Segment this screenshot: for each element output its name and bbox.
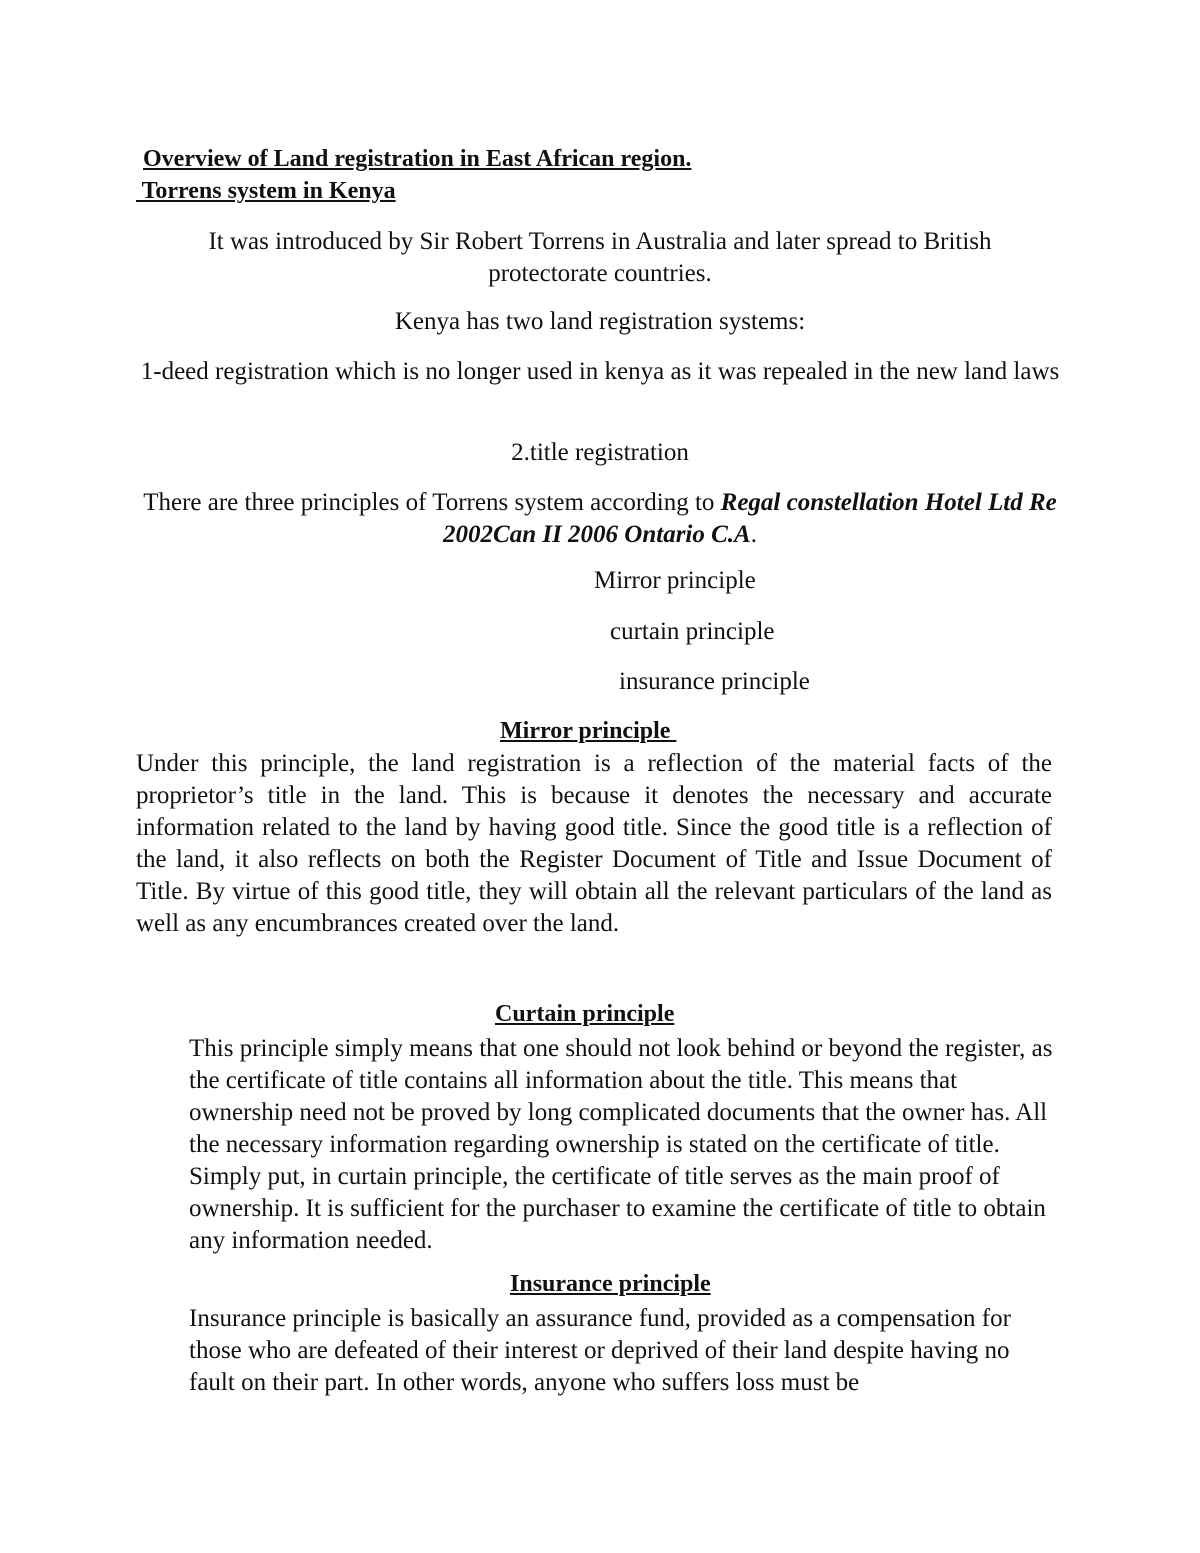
intro-paragraph: It was introduced by Sir Robert Torrens in Australia and later spread to British protectorate countries. <box>208 228 992 287</box>
principles-intro <box>125 487 1075 551</box>
document-subtitle: Torrens system in Kenya <box>136 178 396 204</box>
system-deed-registration: 1-deed registration which is no longer used in kenya as it was repealed in the new land laws <box>140 358 1060 385</box>
insurance-principle-body: Insurance principle is basically an assurance fund, provided as a compensation for those who are defeated of their interest or deprived of their land despite having no fault on their part. In other words, anyone who suffers loss must be <box>189 1305 1011 1396</box>
case-end: . <box>750 521 757 548</box>
principle-list-item: insurance principle <box>619 668 810 695</box>
case-citation: Regal constellation Hotel Ltd Re 2002Can II 2006 Ontario C.A <box>443 489 1057 548</box>
mirror-principle-body: Under this principle, the land registration is a reflection of the material facts of the proprietor’s title in the land. This is because it denotes the necessary and accurate information related to the land by having good title. Since the good title is a reflection of the land, it also reflects on both the Register Document of Title and Issue Document of Title. By virtue of this good title, they will obtain all the relevant particulars of the land as well as any encumbrances created over the land. <box>136 750 1052 937</box>
systems-intro: Kenya has two land registration systems: <box>394 308 806 335</box>
principle-list-item: Mirror principle <box>594 567 756 594</box>
document-title: Overview of Land registration in East African region. <box>143 146 692 172</box>
curtain-principle-body: This principle simply means that one should not look behind or beyond the register, as the certificate of title contains all information about the title. This means that ownership need not be proved by long complicated documents that the owner has. All the necessary information regarding ownership is stated on the certificate of title. Simply put, in curtain principle, the certificate of title serves as the main proof of ownership. It is sufficient for the purchaser to examine the certificate of title to obtain any information needed. <box>189 1035 1053 1254</box>
curtain-principle-heading: Curtain principle <box>495 1001 675 1027</box>
insurance-principle-heading: Insurance principle <box>510 1271 711 1297</box>
system-title-registration: 2.title registration <box>511 439 689 466</box>
mirror-principle-heading: Mirror principle <box>500 718 677 744</box>
principles-intro-text: There are three principles of Torrens system according to <box>143 489 721 516</box>
principle-list-item: curtain principle <box>610 618 775 645</box>
